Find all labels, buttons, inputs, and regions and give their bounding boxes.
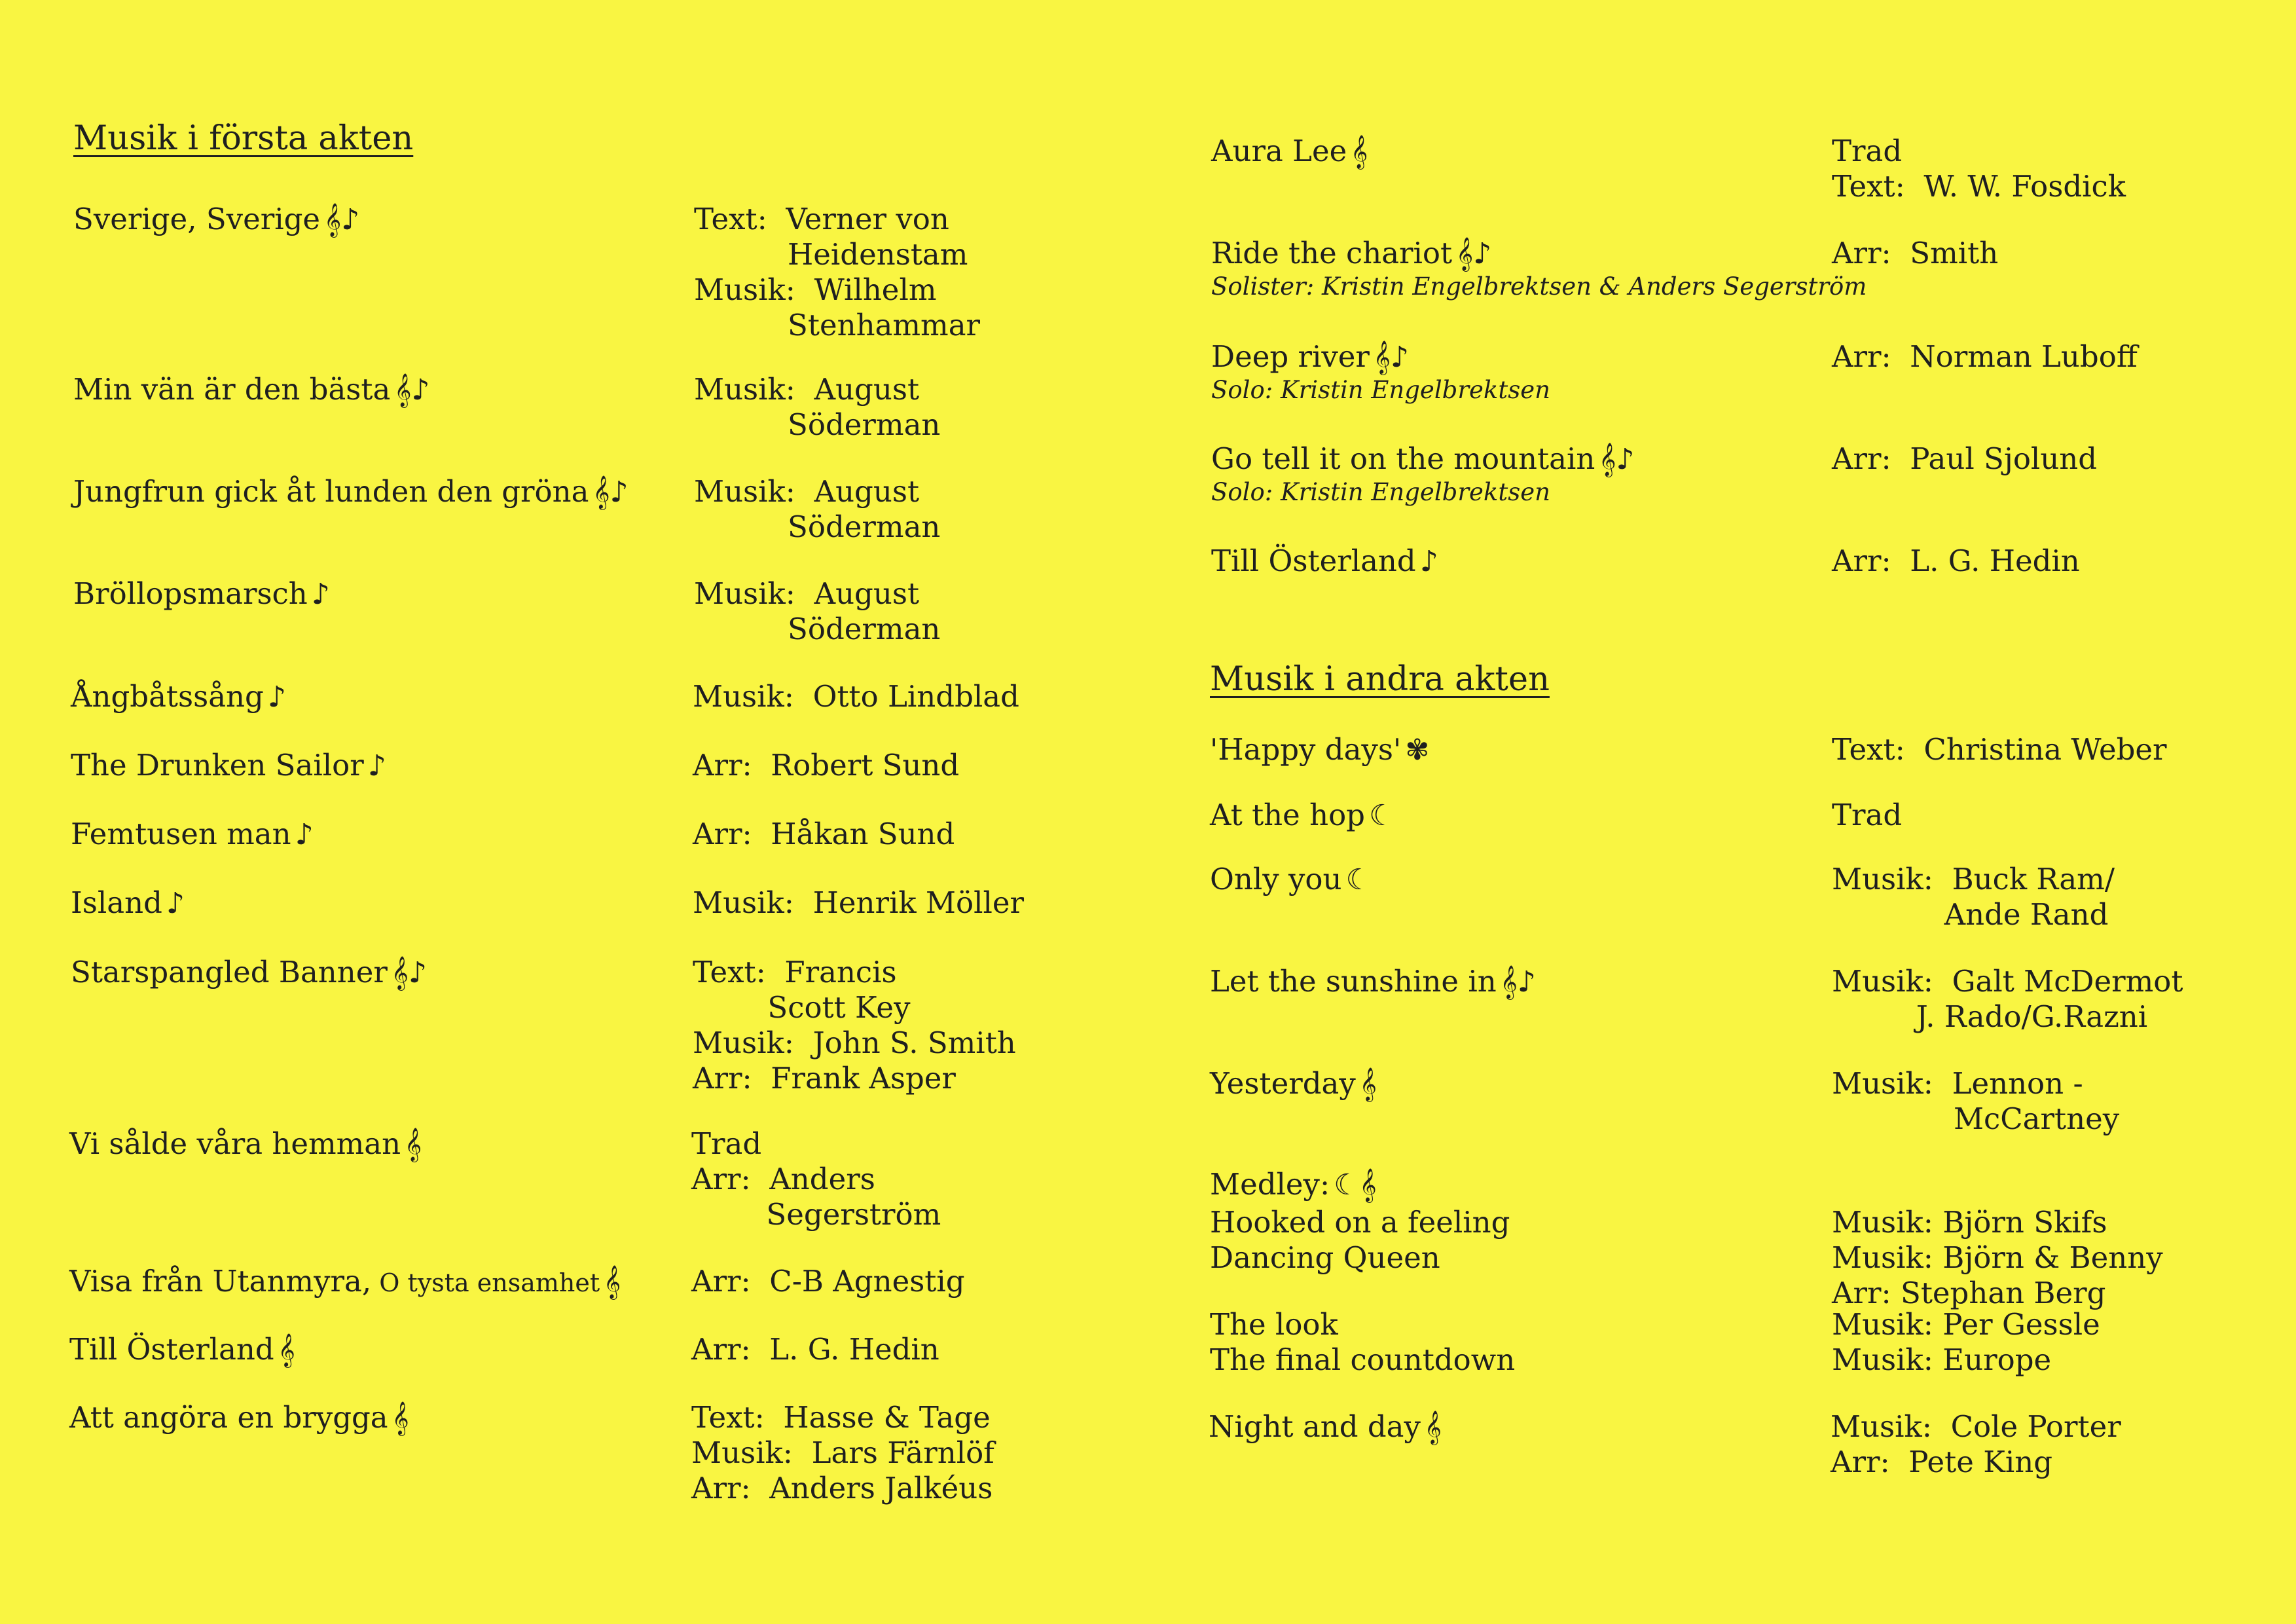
music-symbol-icon: 𝄞 xyxy=(1424,1411,1442,1444)
music-symbol-icon: 𝄞 xyxy=(1351,135,1368,168)
song-credits: Trad Text: W. W. Fosdick xyxy=(1832,134,2126,204)
music-symbol-icon: 𝄞♪ xyxy=(394,373,430,407)
music-symbol-icon: ♪ xyxy=(367,749,386,783)
music-symbol-icon: 𝄞♪ xyxy=(1500,965,1536,999)
song-credits: Musik: Per Gessle xyxy=(1832,1307,2100,1342)
song-title: Only you ☾ xyxy=(1210,862,1372,896)
song-title: Medley: ☾𝄞 xyxy=(1210,1167,1377,1202)
song-title: Till Österland 𝄞 xyxy=(69,1332,295,1367)
song-credits: Musik: Europe xyxy=(1832,1342,2052,1377)
moon-icon: ☾ xyxy=(1368,799,1395,832)
music-symbol-icon: ♪ xyxy=(1419,545,1438,578)
song-credits: Musik: August Söderman xyxy=(694,474,941,544)
song-title: The final countdown xyxy=(1210,1342,1516,1377)
song-title: Bröllopsmarsch ♪ xyxy=(73,576,330,611)
song-title: The Drunken Sailor ♪ xyxy=(71,748,386,783)
song-credits: Musik: Otto Lindblad xyxy=(693,679,1019,714)
moon-treble-icon: ☾𝄞 xyxy=(1334,1168,1377,1202)
song-credits: Musik: Lennon - McCartney xyxy=(1832,1066,2120,1136)
song-credits: Arr: Norman Luboff xyxy=(1832,339,2138,374)
song-credits: Musik: August Söderman xyxy=(694,372,941,442)
song-credits: Arr: C-B Agnestig xyxy=(691,1264,965,1299)
music-symbol-icon: ♪ xyxy=(295,818,314,851)
flower-icon: ✾ xyxy=(1405,733,1430,767)
song-credits: Text: Francis Scott Key Musik: John S. Smith Arr: Frank Asper xyxy=(693,955,1016,1096)
song-title: Night and day 𝄞 xyxy=(1209,1409,1442,1444)
song-credits: Text: Hasse & Tage Musik: Lars Färnlöf Arr: Anders Jalkéus xyxy=(691,1400,994,1505)
song-title: Vi sålde våra hemman 𝄞 xyxy=(69,1126,422,1161)
music-symbol-icon: 𝄞♪ xyxy=(324,203,360,236)
song-credits: Trad xyxy=(1832,798,1903,832)
soloist-note: Solister: Kristin Engelbrektsen & Anders Segerström xyxy=(1211,272,1867,301)
song-credits: Arr: Robert Sund xyxy=(693,748,960,783)
song-credits: Musik: Cole Porter Arr: Pete King xyxy=(1831,1409,2121,1479)
song-title: Yesterday 𝄞 xyxy=(1210,1066,1377,1101)
song-title: Jungfrun gick åt lunden den gröna 𝄞♪ xyxy=(73,474,629,509)
music-symbol-icon: 𝄞♪ xyxy=(391,956,427,989)
song-title: Visa från Utanmyra, O tysta ensamhet 𝄞 xyxy=(69,1264,621,1299)
song-credits: Musik: Björn Skifs xyxy=(1832,1205,2107,1240)
song-title: Aura Lee 𝄞 xyxy=(1211,134,1368,168)
act2-heading: Musik i andra akten xyxy=(1210,660,1550,699)
song-title: Till Österland ♪ xyxy=(1211,544,1438,578)
song-title: Hooked on a feeling xyxy=(1210,1205,1510,1240)
moon-icon: ☾ xyxy=(1345,863,1372,896)
song-title: Sverige, Sverige 𝄞♪ xyxy=(73,202,360,236)
act1-heading: Musik i första akten xyxy=(73,119,414,158)
music-symbol-icon: 𝄞♪ xyxy=(1599,443,1635,476)
song-credits: Text: Verner von Heidenstam Musik: Wilhelm Stenhammar xyxy=(694,202,981,342)
music-symbol-icon: ♪ xyxy=(267,680,286,714)
music-symbol-icon: 𝄞 xyxy=(405,1128,422,1161)
song-credits: Arr: L. G. Hedin xyxy=(691,1332,939,1367)
music-symbol-icon: 𝄞 xyxy=(278,1333,295,1367)
song-title: Min vän är den bästa 𝄞♪ xyxy=(73,372,430,407)
music-symbol-icon: ♪ xyxy=(166,887,185,920)
song-title: Ångbåtssång ♪ xyxy=(71,679,286,714)
song-title: Dancing Queen xyxy=(1210,1240,1440,1275)
song-credits: Musik: Buck Ram/ Ande Rand xyxy=(1832,862,2115,932)
music-symbol-icon: 𝄞 xyxy=(1359,1067,1377,1101)
song-credits: Text: Christina Weber xyxy=(1832,732,2167,767)
song-title: Deep river 𝄞♪ xyxy=(1211,339,1410,374)
song-credits: Musik: Björn & Benny Arr: Stephan Berg xyxy=(1832,1240,2163,1310)
song-title: Femtusen man ♪ xyxy=(71,817,314,851)
song-credits: Trad Arr: Anders Segerström xyxy=(691,1126,941,1232)
music-symbol-icon: 𝄞 xyxy=(392,1401,409,1435)
song-title: Starspangled Banner 𝄞♪ xyxy=(71,955,427,989)
soloist-note: Solo: Kristin Engelbrektsen xyxy=(1211,478,1550,506)
song-title: At the hop ☾ xyxy=(1210,798,1395,832)
song-title: Let the sunshine in 𝄞♪ xyxy=(1210,964,1536,999)
song-credits: Musik: August Söderman xyxy=(694,576,941,646)
song-title: The look xyxy=(1210,1307,1338,1342)
song-title: Att angöra en brygga 𝄞 xyxy=(69,1400,409,1435)
music-symbol-icon: 𝄞 xyxy=(604,1265,621,1299)
music-symbol-icon: 𝄞♪ xyxy=(1373,341,1410,374)
song-title: Go tell it on the mountain 𝄞♪ xyxy=(1211,441,1635,476)
song-credits: Musik: Galt McDermot J. Rado/G.Razni xyxy=(1832,964,2183,1034)
song-title: 'Happy days' ✾ xyxy=(1210,732,1430,767)
song-title: Island ♪ xyxy=(71,885,185,920)
soloist-note: Solo: Kristin Engelbrektsen xyxy=(1211,376,1550,404)
music-symbol-icon: 𝄞♪ xyxy=(592,475,629,509)
song-credits: Arr: Paul Sjolund xyxy=(1832,441,2098,476)
song-credits: Arr: Håkan Sund xyxy=(693,817,955,851)
song-credits: Arr: L. G. Hedin xyxy=(1832,544,2080,578)
song-title: Ride the chariot 𝄞♪ xyxy=(1211,236,1492,270)
music-symbol-icon: ♪ xyxy=(311,578,330,611)
song-credits: Musik: Henrik Möller xyxy=(693,885,1025,920)
song-credits: Arr: Smith xyxy=(1832,236,1999,270)
music-symbol-icon: 𝄞♪ xyxy=(1456,237,1492,270)
